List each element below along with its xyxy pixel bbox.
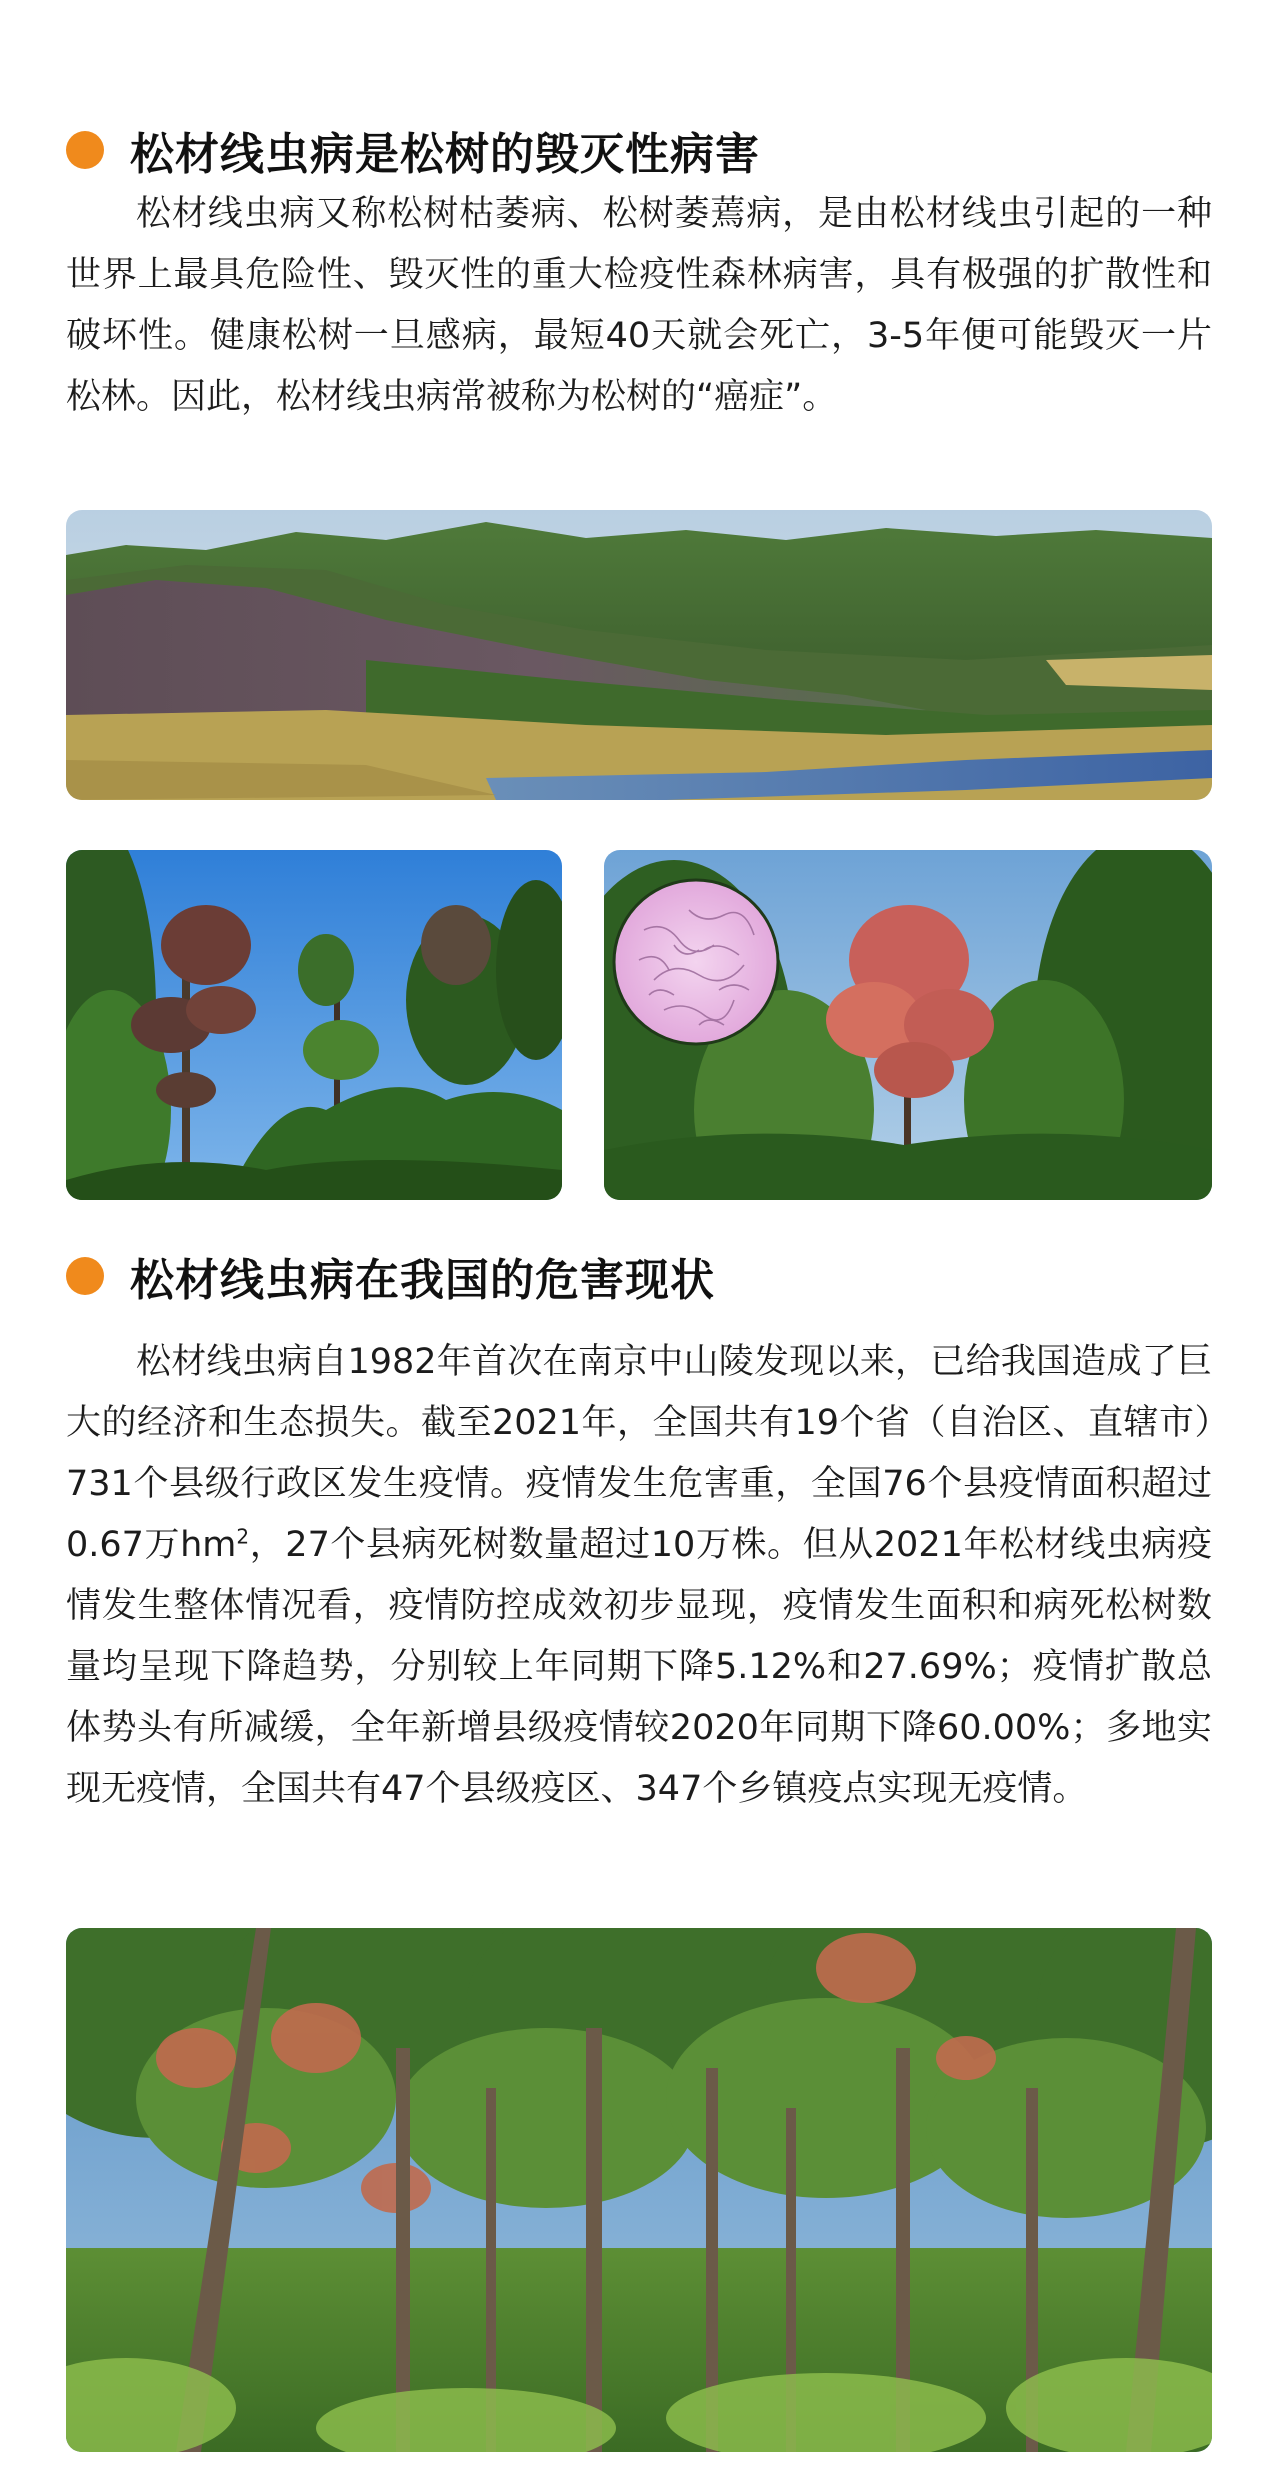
- section2-title: 松材线虫病在我国的危害现状: [130, 1255, 715, 1306]
- section2-text-part1: 松材线虫病自1982年首次在南京中山陵发现以来，已给我国造成了巨大的经济和生态损失。截至2021年，全国共有19个省（自治区、直辖市）731个县级行政区发生疫情。疫情发生危害重，全国76个县疫情面积超过0.67万hm: [66, 1342, 1212, 1565]
- section2-heading: [66, 1244, 715, 1308]
- orange-bullet-icon: [66, 1257, 104, 1295]
- red-infected-pine-photo: [604, 850, 1212, 1200]
- dead-pine-tree-photo: [66, 850, 562, 1200]
- section1-heading: [66, 118, 760, 182]
- section2-text-part2: ，27个县病死树数量超过10万株。但从2021年松材线虫病疫情发生整体情况看，疫情防控成效初步显现，疫情发生面积和病死松树数量均呈现下降趋势，分别较上年同期下降5.12%和27.69%；疫情扩散总体势头有所减缓，全年新增县级疫情较2020年同期下降60.00%；多地实现无疫情，全国共有47个县级疫区、347个乡镇疫点实现无疫情。: [66, 1525, 1212, 1809]
- section1-title: 松材线虫病是松树的毁灭性病害: [130, 129, 760, 180]
- pine-forest-browning-needles-photo: [66, 1928, 1212, 2452]
- orange-bullet-icon: [66, 131, 104, 169]
- infected-forest-landscape-photo: [66, 510, 1212, 800]
- superscript-two: 2: [236, 1524, 250, 1549]
- section1-paragraph: 松材线虫病又称松树枯萎病、松树萎蔫病，是由松材线虫引起的一种世界上最具危险性、毁灭性的重大检疫性森林病害，具有极强的扩散性和破坏性。健康松树一旦感病，最短40天就会死亡，3-5年便可能毁灭一片松林。因此，松材线虫病常被称为松树的“癌症”。: [66, 194, 1212, 417]
- section2-paragraph: [66, 1332, 1212, 1820]
